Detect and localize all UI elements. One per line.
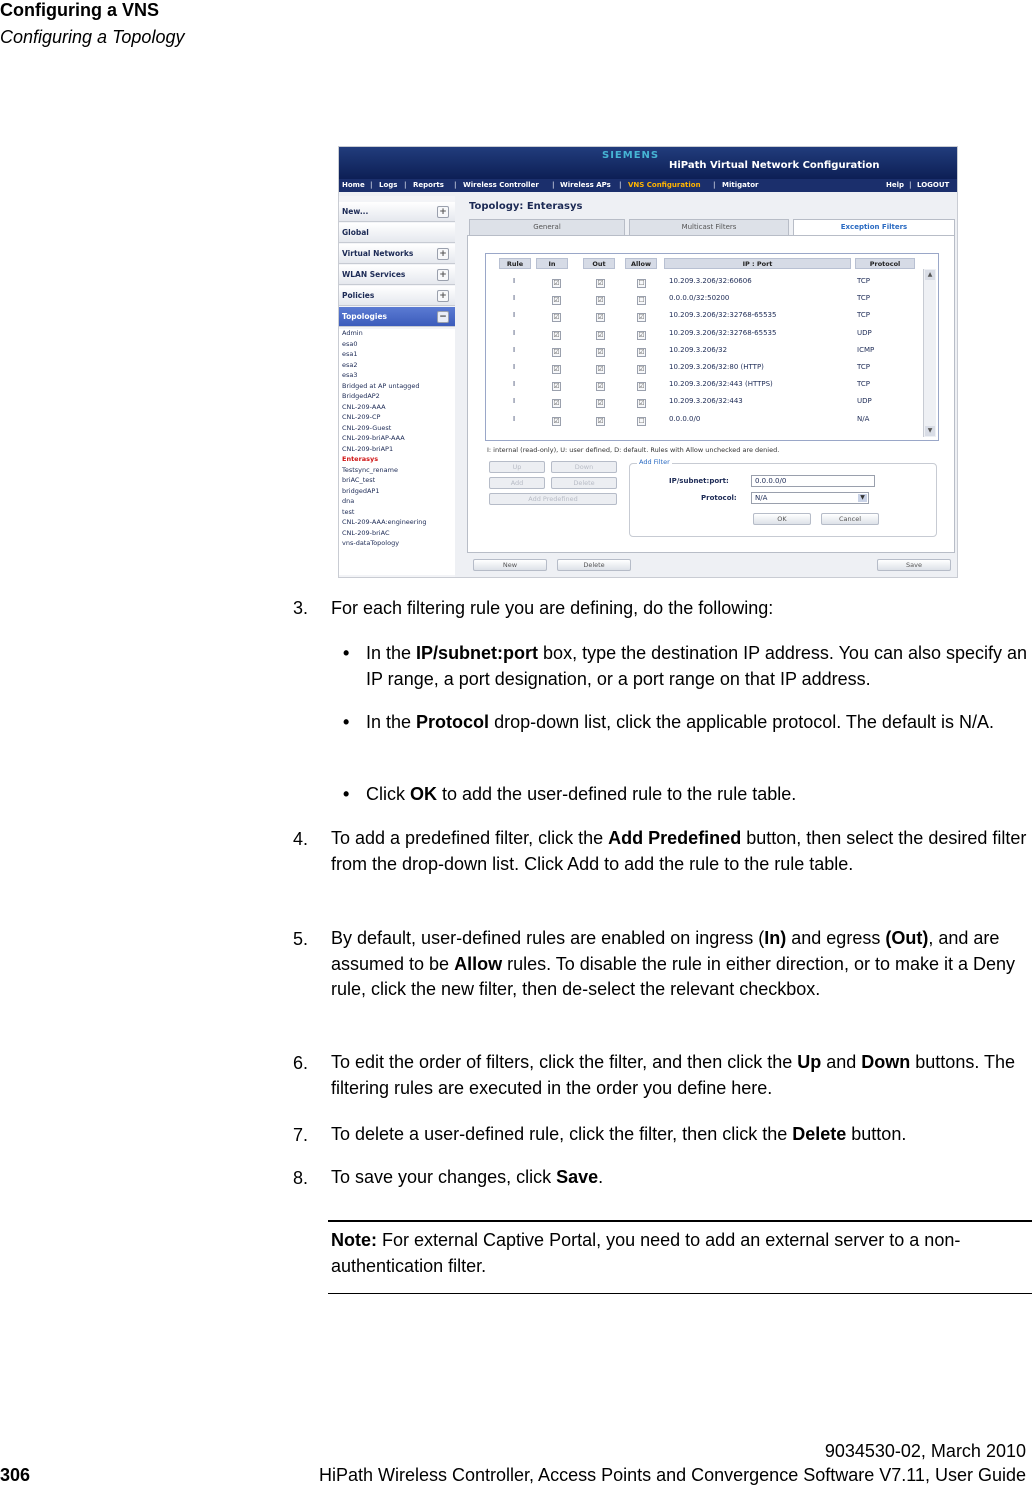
protocol-cell: TCP — [857, 277, 870, 285]
topology-item[interactable]: Admin — [342, 329, 363, 337]
rule-type-cell: I — [513, 363, 516, 371]
protocol-cell: UDP — [857, 397, 872, 406]
sidebar-item-global[interactable]: Global — [339, 223, 455, 243]
topology-item[interactable]: test — [342, 507, 355, 516]
topology-item[interactable]: CNL-209-briAP1 — [342, 444, 394, 453]
sidebar-item-policies[interactable]: Policies + — [339, 286, 455, 306]
topology-item[interactable]: CNL-209-CP — [342, 413, 381, 421]
topology-item[interactable]: briAC_test — [342, 476, 376, 484]
out-checkbox[interactable]: ☑ — [597, 399, 604, 408]
expand-icon[interactable]: + — [437, 248, 449, 260]
out-checkbox[interactable]: ☑ — [597, 279, 604, 287]
running-header-title: Configuring a VNS — [0, 0, 159, 20]
allow-checkbox[interactable]: ☑ — [638, 365, 645, 373]
top-menu: Home | Logs | Reports | Wireless Controller | Wireless APs | VNS Configuration | Mitigator Help | LOGOUT — [339, 179, 957, 192]
document-title: HiPath Wireless Controller, Access Points and Convergence Software V7.11, User Guide — [318, 1465, 1026, 1485]
cancel-button[interactable]: Cancel — [821, 513, 879, 525]
step-3-text: For each filtering rule you are defining, do the following: — [331, 598, 774, 618]
sidebar-item-topologies[interactable]: Topologies − — [339, 307, 455, 327]
allow-checkbox[interactable]: ☑ — [638, 382, 645, 391]
topology-item[interactable]: Bridged at AP untagged — [342, 381, 420, 390]
col-out: Out — [583, 258, 615, 269]
rule-legend: I: internal (read-only), U: user defined, D: default. Rules with Allow unchecked are denied. — [487, 446, 780, 454]
step-number: 4. — [293, 829, 309, 849]
protocol-cell: TCP — [857, 294, 870, 303]
in-checkbox[interactable]: ☑ — [553, 313, 560, 322]
protocol-cell: TCP — [857, 311, 870, 320]
step-3-bullet-2: In the Protocol drop-down list, click the applicable protocol. The default is N/A. — [366, 712, 994, 732]
sidebar-item-new[interactable]: New... + — [339, 202, 455, 222]
ip-port-cell: 10.209.3.206/32:443 — [669, 397, 743, 406]
in-checkbox[interactable]: ☑ — [553, 382, 560, 391]
scroll-down-icon[interactable]: ▼ — [925, 426, 935, 436]
allow-checkbox[interactable]: ☐ — [638, 416, 645, 425]
out-checkbox[interactable]: ☑ — [597, 347, 604, 356]
ip-port-cell: 0.0.0.0/32:50200 — [669, 294, 730, 303]
out-checkbox[interactable]: ☑ — [597, 365, 604, 373]
col-rule: Rule — [499, 258, 531, 269]
col-in: In — [536, 258, 568, 269]
ip-port-cell: 10.209.3.206/32:443 (HTTPS) — [669, 380, 773, 389]
in-checkbox[interactable]: ☑ — [553, 347, 560, 356]
rule-type-cell: I — [513, 397, 516, 406]
tab-multicast-filters[interactable]: Multicast Filters — [629, 219, 789, 235]
rule-type-cell: I — [513, 414, 516, 423]
menu-logs[interactable]: Logs — [379, 181, 398, 189]
exception-filters-screenshot — [338, 146, 958, 578]
rule-type-cell: I — [513, 380, 516, 389]
protocol-label: Protocol: — [701, 494, 737, 502]
add-filter-legend: Add Filter — [639, 458, 670, 466]
ip-subnet-port-label: IP/subnet:port: — [669, 477, 729, 485]
expand-icon[interactable]: + — [437, 269, 449, 281]
ip-port-cell: 10.209.3.206/32:32768-65535 — [669, 328, 777, 337]
out-checkbox[interactable]: ☑ — [597, 313, 604, 322]
protocol-cell: ICMP — [857, 345, 875, 354]
ip-port-cell: 10.209.3.206/32:32768-65535 — [669, 311, 777, 320]
topology-item[interactable]: esa0 — [342, 339, 358, 348]
up-button[interactable]: Up — [489, 461, 545, 473]
step-number: 8. — [293, 1168, 309, 1188]
topology-item[interactable]: CNL-209-Guest — [342, 423, 392, 432]
topology-list — [339, 329, 455, 575]
rule-type-cell: I — [513, 294, 516, 303]
ok-button[interactable]: OK — [753, 513, 811, 525]
bullet-icon: • — [343, 784, 350, 804]
topology-item[interactable]: BridgedAP2 — [342, 392, 380, 400]
step-number: 3. — [293, 598, 309, 618]
app-banner — [339, 147, 957, 179]
topology-item-selected[interactable]: Enterasys — [342, 455, 379, 463]
in-checkbox[interactable]: ☑ — [553, 330, 560, 339]
topology-item[interactable]: CNL-209-AAA:engineering — [342, 518, 427, 526]
menu-reports[interactable]: Reports — [413, 181, 444, 189]
menu-wireless-aps[interactable]: Wireless APs — [560, 181, 611, 189]
scroll-up-icon[interactable]: ▲ — [925, 270, 935, 280]
topology-item[interactable]: esa2 — [342, 360, 358, 369]
out-checkbox[interactable]: ☑ — [597, 330, 604, 339]
tab-general[interactable]: General — [469, 219, 625, 235]
topology-item[interactable]: esa1 — [342, 350, 358, 358]
topology-item[interactable]: Testsync_rename — [342, 465, 398, 474]
rule-type-cell: I — [513, 277, 516, 285]
menu-home[interactable]: Home — [342, 181, 365, 189]
topology-item[interactable]: vns-dataTopology — [342, 539, 400, 547]
step-number: 7. — [293, 1125, 309, 1145]
running-header-subtitle: Configuring a Topology — [0, 27, 185, 47]
down-button[interactable]: Down — [551, 461, 617, 473]
allow-checkbox[interactable]: ☐ — [638, 279, 645, 287]
rule-type-cell: I — [513, 345, 516, 354]
chevron-down-icon: ▼ — [858, 494, 867, 502]
bullet-icon: • — [343, 712, 350, 732]
expand-icon[interactable]: + — [437, 290, 449, 302]
note-top-divider — [328, 1220, 1032, 1222]
topology-item[interactable]: CNL-209-briAC — [342, 528, 390, 537]
protocol-cell: UDP — [857, 328, 872, 337]
delete-topology-button[interactable]: Delete — [557, 559, 631, 571]
out-checkbox[interactable]: ☑ — [597, 416, 604, 425]
save-button[interactable]: Save — [877, 559, 951, 571]
ip-port-cell: 10.209.3.206/32 — [669, 345, 728, 354]
tab-exception-filters[interactable]: Exception Filters — [793, 219, 955, 235]
step-8-text: To save your changes, click Save. — [331, 1167, 604, 1187]
step-7-text: To delete a user-defined rule, click the filter, then click the Delete button. — [331, 1124, 907, 1144]
document-code: 9034530-02, March 2010 — [824, 1441, 1026, 1461]
note: Note: For external Captive Portal, you need to add an external server to a non-authentication filter. — [331, 1230, 961, 1276]
in-checkbox[interactable]: ☑ — [553, 296, 560, 305]
menu-logout[interactable]: LOGOUT — [917, 181, 950, 189]
step-4-text: To add a predefined filter, click the Add Predefined button, then select the desired filter from the drop-down list. Click Add to add the rule to the rule table. — [331, 828, 1027, 874]
protocol-select-value: N/A — [755, 494, 768, 502]
rule-type-cell: I — [513, 328, 516, 337]
protocol-cell: N/A — [857, 414, 870, 423]
allow-checkbox[interactable]: ☐ — [638, 296, 645, 305]
col-allow: Allow — [625, 258, 657, 269]
menu-wireless-controller[interactable]: Wireless Controller — [463, 181, 539, 189]
ip-port-cell: 0.0.0.0/0 — [669, 414, 701, 423]
allow-checkbox[interactable]: ☑ — [638, 347, 645, 356]
sidebar-item-virtual-networks[interactable]: Virtual Networks + — [339, 244, 455, 264]
page-number: 306 — [0, 1465, 31, 1485]
out-checkbox[interactable]: ☑ — [597, 296, 604, 305]
note-bottom-divider — [328, 1293, 1032, 1294]
topology-item[interactable]: bridgedAP1 — [342, 486, 380, 495]
step-3-bullet-3: Click OK to add the user-defined rule to the rule table. — [366, 784, 797, 804]
topology-item[interactable]: dna — [342, 497, 355, 505]
protocol-select[interactable] — [751, 492, 869, 504]
topology-title: Topology: Enterasys — [469, 201, 583, 212]
menu-help[interactable]: Help — [886, 181, 905, 189]
menu-mitigator[interactable]: Mitigator — [722, 181, 759, 189]
allow-checkbox[interactable]: ☑ — [638, 330, 645, 339]
bullet-icon: • — [343, 643, 350, 663]
expand-icon[interactable]: + — [437, 206, 449, 218]
step-5-text: By default, user-defined rules are enabled on ingress (In) and egress (Out), and are assumed to be Allow rules. To disable the rule in either direction, or to make it a Deny rule, click the new filter, then de-select the relevant checkbox. — [331, 928, 1016, 999]
table-scrollbar[interactable] — [923, 269, 936, 437]
ip-subnet-port-input[interactable]: 0.0.0.0/0 — [751, 475, 875, 487]
ip-port-cell: 10.209.3.206/32:60606 — [669, 277, 752, 285]
ip-port-cell: 10.209.3.206/32:80 (HTTP) — [669, 363, 764, 371]
topology-item[interactable]: CNL-209-briAP-AAA — [342, 434, 405, 442]
step-3-bullet-1: In the IP/subnet:port box, type the destination IP address. You can also specify an IP range, a port designation, or a port range on that IP address. — [366, 643, 1028, 689]
collapse-icon[interactable]: − — [437, 311, 449, 323]
rule-type-cell: I — [513, 311, 516, 320]
menu-vns-configuration[interactable]: VNS Configuration — [628, 181, 701, 189]
topology-item[interactable]: esa3 — [342, 371, 358, 379]
new-button[interactable]: New — [473, 559, 547, 571]
step-number: 5. — [293, 929, 309, 949]
protocol-cell: TCP — [857, 380, 870, 389]
brand-logo: SIEMENS — [602, 150, 660, 161]
add-button[interactable]: Add — [489, 477, 545, 489]
add-predefined-button[interactable]: Add Predefined — [489, 493, 617, 505]
allow-checkbox[interactable]: ☑ — [638, 399, 645, 408]
in-checkbox[interactable]: ☑ — [553, 365, 560, 373]
col-protocol: Protocol — [855, 258, 915, 269]
protocol-cell: TCP — [857, 363, 870, 371]
out-checkbox[interactable]: ☑ — [597, 382, 604, 391]
step-6-text: To edit the order of filters, click the filter, and then click the Up and Down buttons. The filtering rules are executed in the order you define here. — [331, 1052, 1016, 1098]
col-ip-port: IP : Port — [664, 258, 851, 269]
allow-checkbox[interactable]: ☑ — [638, 313, 645, 322]
step-number: 6. — [293, 1053, 309, 1073]
in-checkbox[interactable]: ☑ — [553, 399, 560, 408]
in-checkbox[interactable]: ☑ — [553, 416, 560, 425]
app-title: HiPath Virtual Network Configuration — [669, 160, 880, 171]
topology-item[interactable]: CNL-209-AAA — [342, 402, 386, 411]
in-checkbox[interactable]: ☑ — [553, 279, 560, 287]
sidebar-item-wlan-services[interactable]: WLAN Services + — [339, 265, 455, 285]
delete-rule-button[interactable]: Delete — [551, 477, 617, 489]
